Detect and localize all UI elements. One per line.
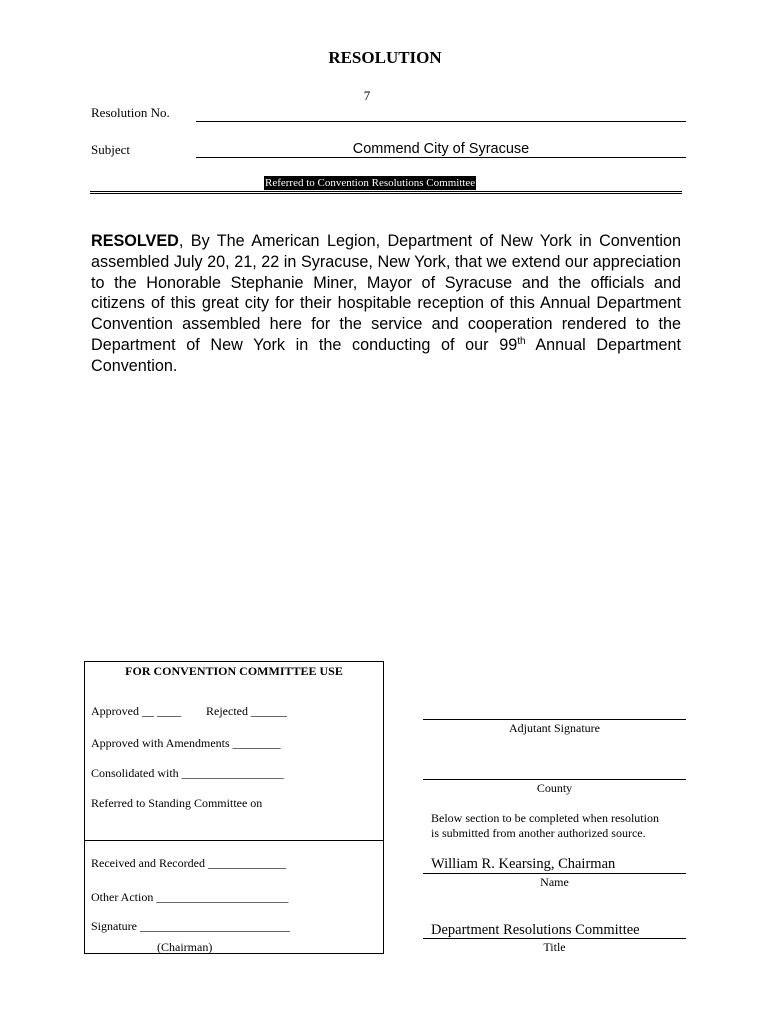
adjutant-signature-caption: Adjutant Signature (509, 721, 600, 735)
other-action-field[interactable]: Other Action ______________________ (91, 890, 289, 904)
adjutant-signature-line[interactable] (423, 719, 686, 720)
received-recorded-field[interactable]: Received and Recorded _____________ (91, 856, 286, 870)
name-value: William R. Kearsing, Chairman (431, 856, 616, 872)
authorized-source-note-line2: is submitted from another authorized source. (431, 826, 646, 840)
resolution-number-label: Resolution No. (91, 105, 170, 120)
resolution-body (91, 231, 681, 377)
county-caption: County (536, 781, 573, 795)
subject-line (196, 157, 686, 158)
resolution-number-line (196, 121, 686, 122)
header-divider-2 (90, 193, 682, 194)
approved-with-amendments-field[interactable]: Approved with Amendments ________ (91, 736, 281, 750)
chairman-signature-field[interactable]: Signature _________________________ (91, 919, 290, 933)
title-value: Department Resolutions Committee (431, 922, 640, 938)
title-caption: Title (543, 940, 566, 954)
county-line[interactable] (423, 779, 686, 780)
resolution-number-value: 7 (363, 88, 371, 103)
committee-box-divider (84, 840, 384, 841)
rejected-field[interactable]: Rejected ______ (206, 704, 287, 718)
resolved-keyword: RESOLVED (91, 232, 179, 250)
consolidated-with-field[interactable]: Consolidated with _________________ (91, 766, 284, 780)
referred-banner: Referred to Convention Resolutions Committee (265, 177, 476, 189)
referred-standing-committee-field[interactable]: Referred to Standing Committee on (91, 796, 263, 810)
authorized-source-note-line1: Below section to be completed when resolution (431, 811, 659, 825)
name-line[interactable] (423, 873, 686, 874)
name-caption: Name (540, 875, 569, 889)
document-title: RESOLUTION (328, 48, 442, 67)
committee-box-header: FOR CONVENTION COMMITTEE USE (125, 664, 343, 678)
body-text-part1: , By The American Legion, Department of New York in Convention assembled July 20, 21, 22 in Syracuse, New York, that we extend our appreciation to the Honorable Stephanie Miner, Mayor of Syracuse and the officials and citizens of this great city for their hospitable reception of this Annual Department Convention assembled here for the service and cooperation rendered to the Department of New York in the conducting of our 99 (91, 232, 681, 354)
chairman-caption: (Chairman) (157, 940, 213, 954)
subject-label: Subject (91, 142, 130, 157)
header-divider (90, 191, 682, 192)
body-text-part2: Annual Department Convention. (91, 335, 681, 375)
body-superscript: th (517, 335, 526, 347)
approved-field[interactable]: Approved __ ____ (91, 704, 181, 718)
subject-value: Commend City of Syracuse (352, 141, 530, 157)
title-line[interactable] (423, 938, 686, 939)
